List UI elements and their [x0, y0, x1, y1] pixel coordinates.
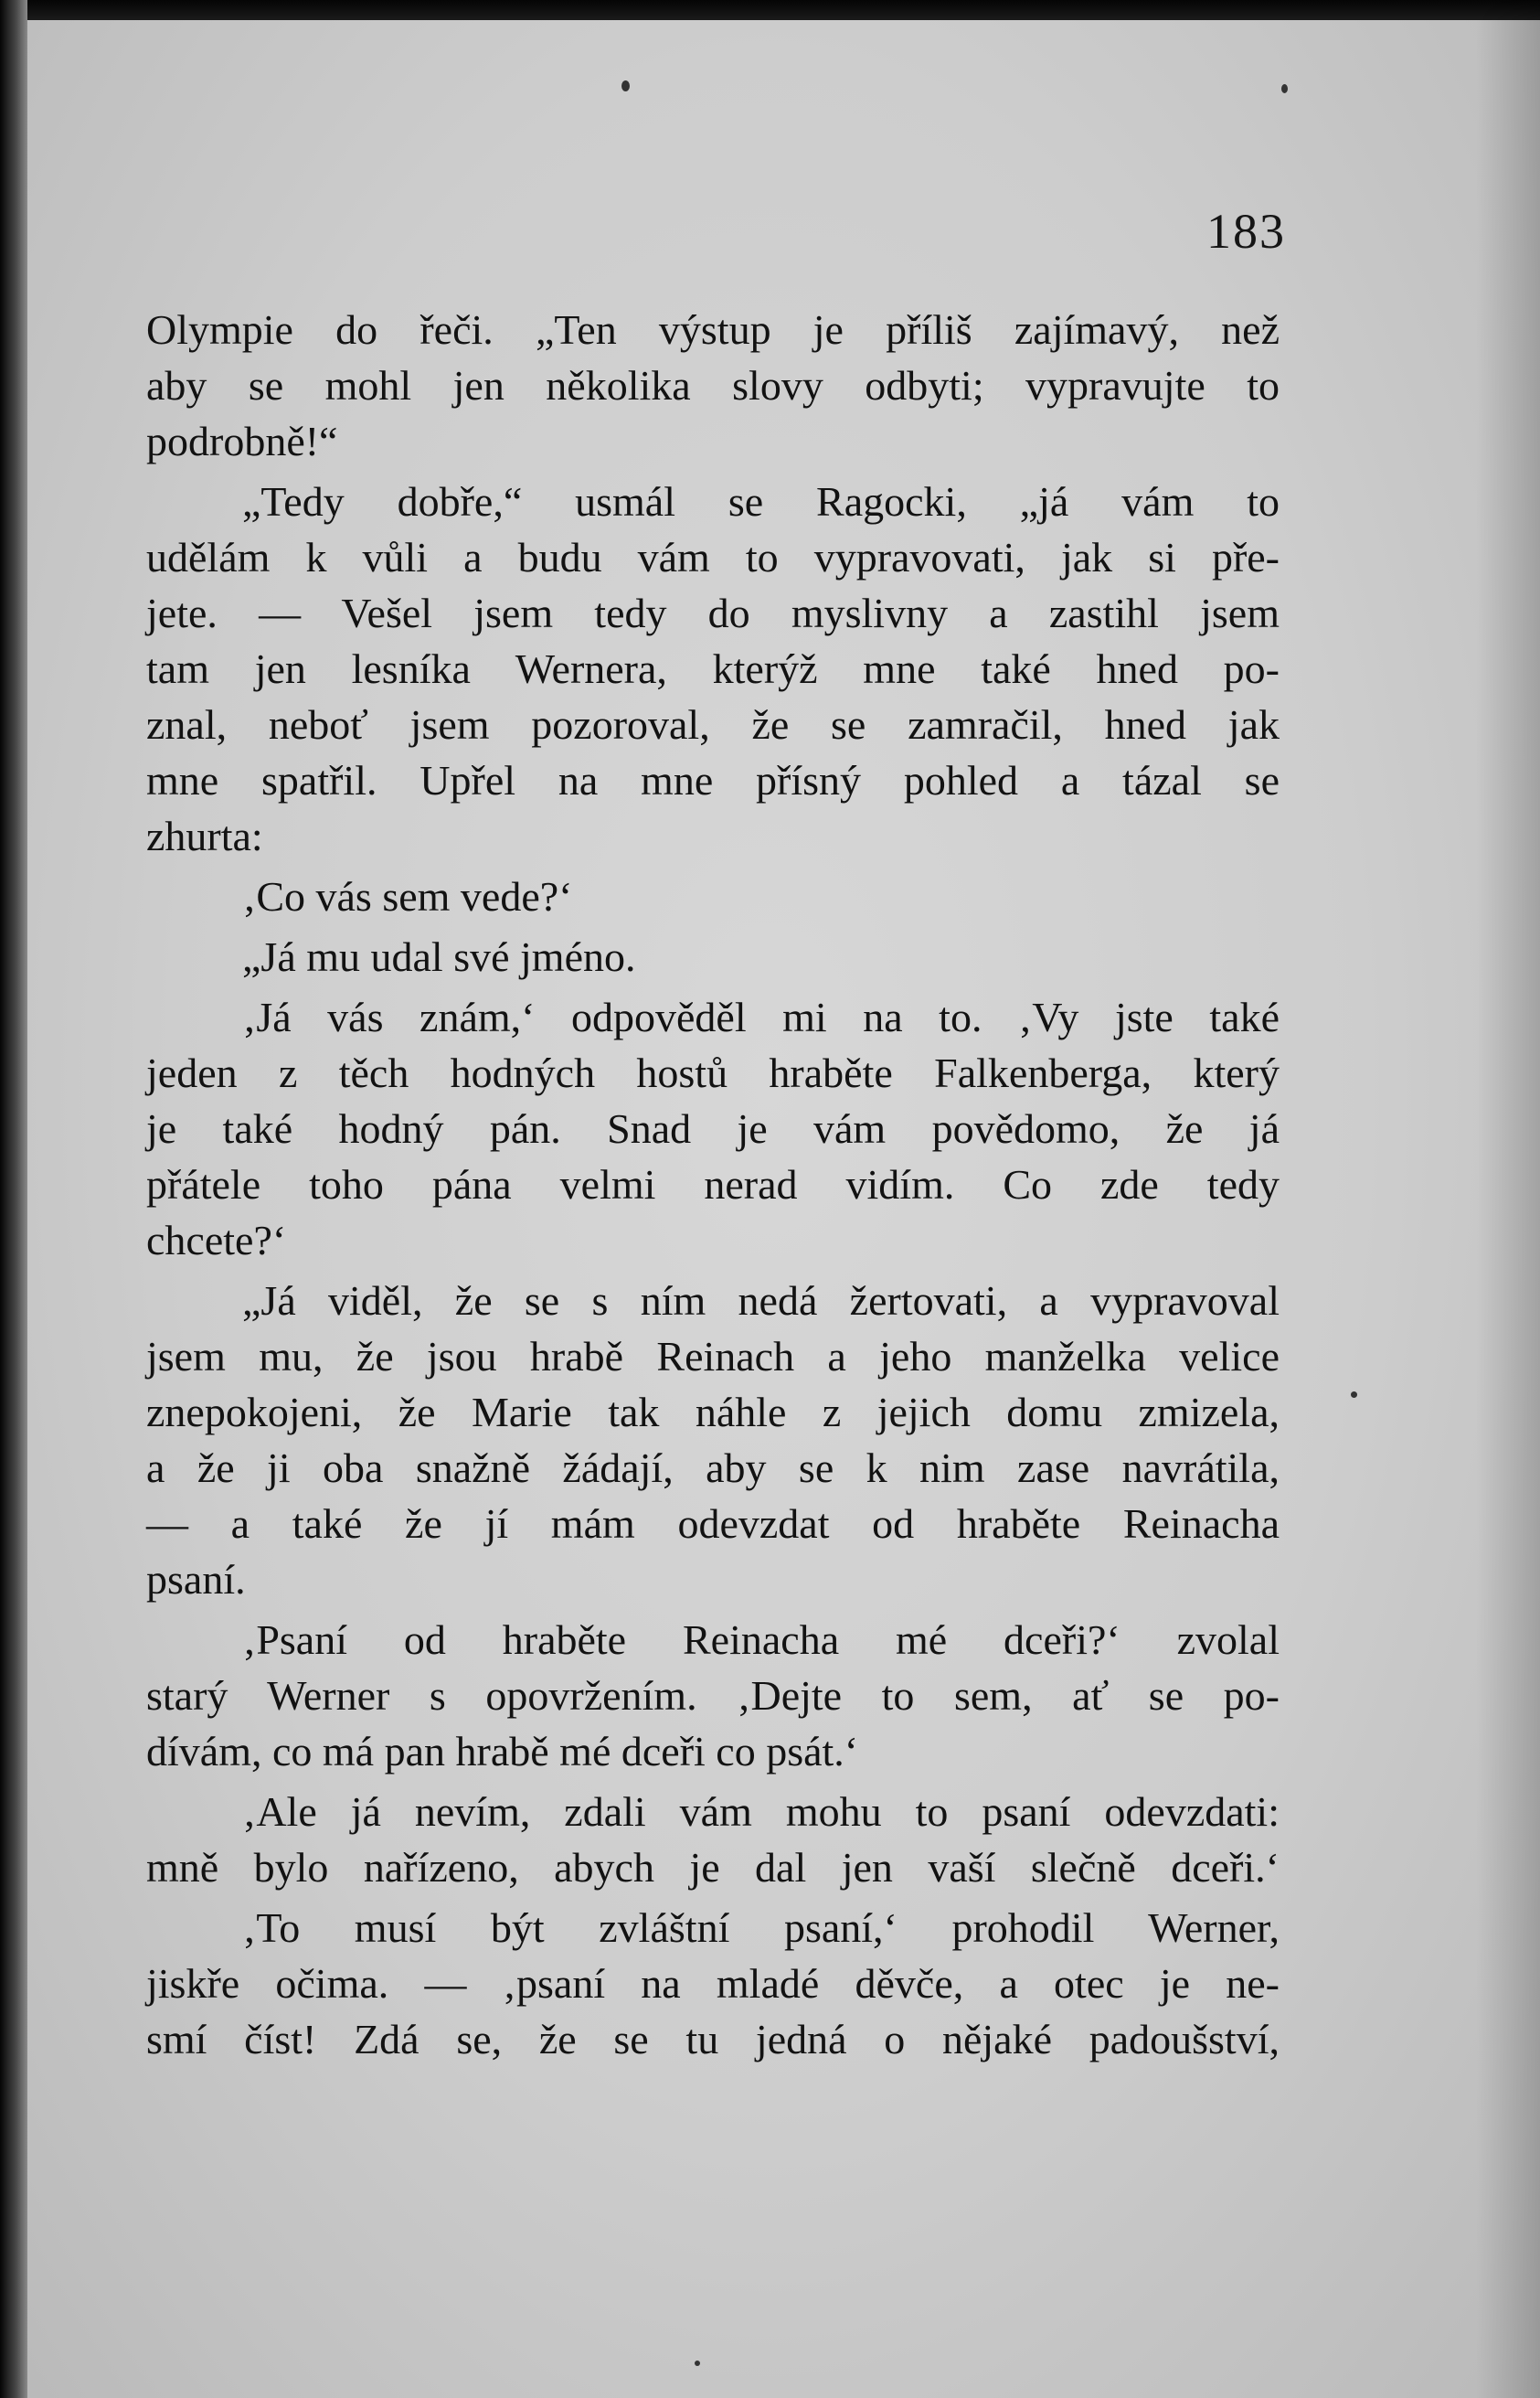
text-line: a že ji oba snažně žádají, aby se k nim zase navrátila,	[146, 1444, 1280, 1491]
text-line: chcete?‘	[146, 1217, 287, 1263]
text-line: je také hodný pán. Snad je vám povědomo, že já	[146, 1105, 1280, 1152]
text-line: jsem mu, že jsou hrabě Reinach a jeho manželka velice	[146, 1333, 1280, 1380]
ink-speck	[1351, 1391, 1357, 1398]
text-line: ‚To musí být zvláštní psaní,‘ prohodil Werner,	[242, 1904, 1280, 1951]
page-right-shadow	[1476, 0, 1540, 2398]
text-line: „Já mu udal své jméno.	[242, 933, 636, 980]
text-line: — a také že jí mám odevzdat od hraběte Reinacha	[146, 1500, 1280, 1547]
text-line: „Já viděl, že se s ním nedá žertovati, a vypravoval	[242, 1277, 1280, 1324]
ink-speck	[1281, 84, 1288, 93]
text-line: ‚Ale já nevím, zdali vám mohu to psaní odevzdati:	[242, 1788, 1280, 1835]
page-number: 183	[1206, 204, 1286, 259]
text-line: psaní.	[146, 1556, 246, 1603]
text-line: jiskře očima. — ‚psaní na mladé děvče, a otec je ne-	[146, 1960, 1280, 2007]
text-line: jete. — Vešel jsem tedy do myslivny a zastihl jsem	[146, 590, 1280, 636]
text-line: Olympie do řeči. „Ten výstup je příliš zajímavý, než	[146, 306, 1280, 353]
text-line: dívám, co má pan hrabě mé dceři co psát.‘	[146, 1728, 859, 1775]
text-line: zhurta:	[146, 813, 263, 859]
text-line: udělám k vůli a budu vám to vypravovati, jak si pře-	[146, 534, 1280, 581]
text-line: mne spatřil. Upřel na mne přísný pohled a tázal se	[146, 757, 1280, 804]
page-binding-edge	[0, 0, 27, 2398]
text-line: ‚Psaní od hraběte Reinacha mé dceři?‘ zvolal	[242, 1616, 1280, 1663]
text-line: ‚Co vás sem vede?‘	[242, 873, 573, 920]
ink-speck	[695, 2361, 700, 2366]
text-line: znepokojeni, že Marie tak náhle z jejich domu zmizela,	[146, 1389, 1280, 1435]
text-line: jeden z těch hodných hostů hraběte Falkenberga, který	[146, 1050, 1280, 1096]
text-line: „Tedy dobře,“ usmál se Ragocki, „já vám to	[242, 478, 1280, 525]
text-line: ‚Já vás znám,‘ odpověděl mi na to. ‚Vy jste také	[242, 994, 1280, 1040]
text-line: smí číst! Zdá se, že se tu jedná o nějaké padoušství,	[146, 2016, 1280, 2062]
text-line: mně bylo nařízeno, abych je dal jen vaší slečně dceři.‘	[146, 1844, 1280, 1891]
page-top-edge	[0, 0, 1540, 20]
text-line: aby se mohl jen několika slovy odbyti; vypravujte to	[146, 362, 1280, 409]
text-line: starý Werner s opovržením. ‚Dejte to sem, ať se po-	[146, 1672, 1280, 1719]
text-line: znal, neboť jsem pozoroval, že se zamračil, hned jak	[146, 701, 1280, 748]
text-line: tam jen lesníka Wernera, kterýž mne také hned po-	[146, 645, 1280, 692]
body-text	[146, 302, 1280, 2067]
ink-speck	[621, 80, 630, 91]
text-line: přátele toho pána velmi nerad vidím. Co zde tedy	[146, 1161, 1280, 1208]
text-line: podrobně!“	[146, 418, 338, 464]
